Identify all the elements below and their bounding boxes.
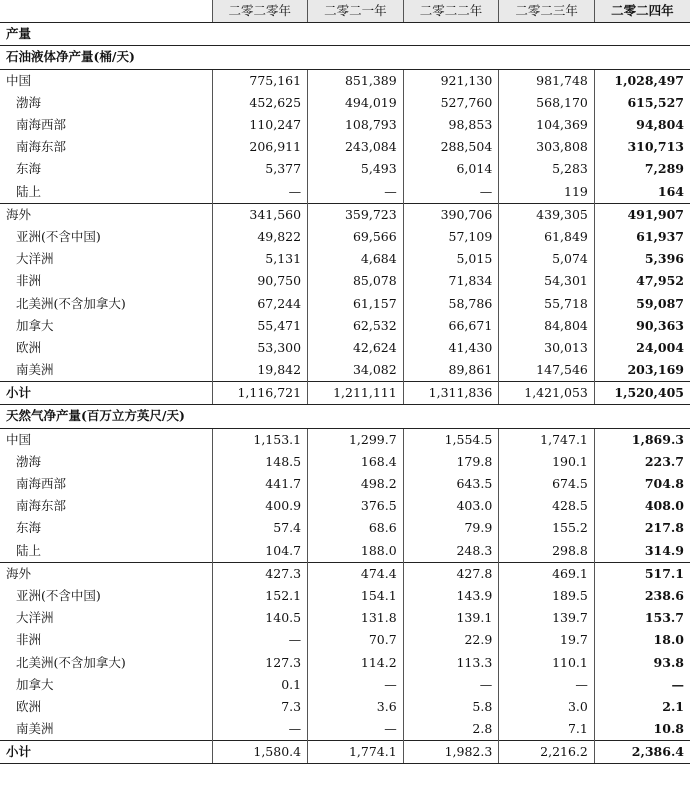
table-row: [0, 495, 690, 517]
cell-value: 61,849: [499, 226, 595, 248]
cell-value: 19,842: [212, 359, 308, 382]
cell-value: 3.0: [499, 696, 595, 718]
cell-value: 5,283: [499, 158, 595, 180]
cell-value: 517.1: [594, 562, 690, 585]
cell-value: 298.8: [499, 540, 595, 563]
cell-value: 69,566: [308, 226, 404, 248]
cell-value: 674.5: [499, 473, 595, 495]
cell-value: 2.8: [403, 718, 499, 741]
cell-value: —: [403, 181, 499, 204]
subtotal-value: 1,580.4: [212, 741, 308, 764]
cell-value: 310,713: [594, 136, 690, 158]
row-label: 中国: [6, 72, 32, 88]
cell-value: 2.1: [594, 696, 690, 718]
cell-value: 148.5: [212, 451, 308, 473]
production-section-row: [0, 23, 690, 46]
year-header: 二零二三年: [499, 0, 595, 23]
cell-value: 79.9: [403, 517, 499, 539]
cell-value: 981,748: [499, 69, 595, 92]
cell-value: 143.9: [403, 585, 499, 607]
cell-value: 223.7: [594, 451, 690, 473]
table-row: [0, 158, 690, 180]
table-row: [0, 696, 690, 718]
table-row: [0, 315, 690, 337]
row-label: 南美洲: [16, 362, 54, 378]
gas-heading: 天然气净产量(百万立方英尺/天): [0, 405, 690, 428]
gas-subtotal-row: [0, 741, 690, 764]
oil-section-row: [0, 46, 690, 69]
subtotal-value: 1,774.1: [308, 741, 404, 764]
table-row: [0, 248, 690, 270]
cell-value: 439,305: [499, 203, 595, 226]
cell-value: 93.8: [594, 651, 690, 673]
cell-value: 0.1: [212, 674, 308, 696]
cell-value: 400.9: [212, 495, 308, 517]
cell-value: 206,911: [212, 136, 308, 158]
cell-value: 7.3: [212, 696, 308, 718]
table-row: [0, 359, 690, 382]
table-row: [0, 540, 690, 563]
table-row: [0, 517, 690, 539]
table-row: [0, 473, 690, 495]
cell-value: 168.4: [308, 451, 404, 473]
row-label: 加拿大: [16, 317, 54, 333]
cell-value: 179.8: [403, 451, 499, 473]
subtotal-value: 1,116,721: [212, 382, 308, 405]
cell-value: 5,131: [212, 248, 308, 270]
cell-value: 498.2: [308, 473, 404, 495]
table-row: [0, 428, 690, 451]
cell-value: 189.5: [499, 585, 595, 607]
cell-value: 67,244: [212, 292, 308, 314]
cell-value: 84,804: [499, 315, 595, 337]
row-label: 大洋洲: [16, 251, 54, 267]
cell-value: 139.1: [403, 607, 499, 629]
row-label: 渤海: [16, 94, 42, 110]
header-blank-cell: [0, 0, 212, 23]
cell-value: 66,671: [403, 315, 499, 337]
row-label: 南海西部: [16, 117, 67, 133]
cell-value: 1,028,497: [594, 69, 690, 92]
row-label: 南美洲: [16, 721, 54, 737]
table-row: [0, 270, 690, 292]
row-label: 非洲: [16, 632, 42, 648]
cell-value: 5.8: [403, 696, 499, 718]
table-row: [0, 451, 690, 473]
year-header-latest: 二零二四年: [594, 0, 690, 23]
cell-value: 152.1: [212, 585, 308, 607]
table-row: [0, 114, 690, 136]
cell-value: 190.1: [499, 451, 595, 473]
row-label: 中国: [6, 431, 32, 447]
cell-value: 427.8: [403, 562, 499, 585]
cell-value: 188.0: [308, 540, 404, 563]
cell-value: 57,109: [403, 226, 499, 248]
cell-value: 22.9: [403, 629, 499, 651]
cell-value: 110,247: [212, 114, 308, 136]
cell-value: 55,718: [499, 292, 595, 314]
cell-value: 390,706: [403, 203, 499, 226]
cell-value: 85,078: [308, 270, 404, 292]
cell-value: 408.0: [594, 495, 690, 517]
cell-value: —: [308, 181, 404, 204]
subtotal-value: 2,386.4: [594, 741, 690, 764]
cell-value: —: [403, 674, 499, 696]
table-row: [0, 69, 690, 92]
cell-value: 140.5: [212, 607, 308, 629]
cell-value: 314.9: [594, 540, 690, 563]
row-label: 海外: [0, 562, 212, 585]
cell-value: 58,786: [403, 292, 499, 314]
cell-value: 19.7: [499, 629, 595, 651]
cell-value: 6,014: [403, 158, 499, 180]
table-row: [0, 674, 690, 696]
cell-value: 18.0: [594, 629, 690, 651]
cell-value: 62,532: [308, 315, 404, 337]
table-row: [0, 629, 690, 651]
subtotal-value: 1,311,836: [403, 382, 499, 405]
cell-value: 153.7: [594, 607, 690, 629]
row-label: 南海东部: [16, 139, 67, 155]
table-row: [0, 585, 690, 607]
row-label: 海外: [0, 203, 212, 226]
table-body: [0, 23, 690, 764]
cell-value: 704.8: [594, 473, 690, 495]
table-row: [0, 203, 690, 226]
cell-value: 4,684: [308, 248, 404, 270]
cell-value: 474.4: [308, 562, 404, 585]
cell-value: 5,493: [308, 158, 404, 180]
gas-section-row: [0, 405, 690, 428]
cell-value: 288,504: [403, 136, 499, 158]
cell-value: 491,907: [594, 203, 690, 226]
cell-value: 57.4: [212, 517, 308, 539]
cell-value: 119: [499, 181, 595, 204]
cell-value: 113.3: [403, 651, 499, 673]
cell-value: 90,750: [212, 270, 308, 292]
row-label: 大洋洲: [16, 610, 54, 626]
cell-value: —: [212, 181, 308, 204]
cell-value: 94,804: [594, 114, 690, 136]
cell-value: 403.0: [403, 495, 499, 517]
table-row: [0, 292, 690, 314]
cell-value: 1,554.5: [403, 428, 499, 451]
year-header: 二零二零年: [212, 0, 308, 23]
cell-value: 49,822: [212, 226, 308, 248]
cell-value: 154.1: [308, 585, 404, 607]
cell-value: 53,300: [212, 337, 308, 359]
cell-value: 527,760: [403, 92, 499, 114]
cell-value: 376.5: [308, 495, 404, 517]
cell-value: 127.3: [212, 651, 308, 673]
table-row: [0, 718, 690, 741]
cell-value: 59,087: [594, 292, 690, 314]
cell-value: 139.7: [499, 607, 595, 629]
cell-value: 851,389: [308, 69, 404, 92]
row-label: 加拿大: [16, 676, 54, 692]
cell-value: 108,793: [308, 114, 404, 136]
cell-value: 5,396: [594, 248, 690, 270]
cell-value: 61,937: [594, 226, 690, 248]
cell-value: 54,301: [499, 270, 595, 292]
cell-value: 452,625: [212, 92, 308, 114]
year-header-row: [0, 0, 690, 23]
row-label: 东海: [16, 520, 42, 536]
table-row: [0, 562, 690, 585]
cell-value: 5,074: [499, 248, 595, 270]
cell-value: 643.5: [403, 473, 499, 495]
cell-value: 921,130: [403, 69, 499, 92]
row-label: 南海东部: [16, 498, 67, 514]
cell-value: —: [308, 674, 404, 696]
cell-value: 104.7: [212, 540, 308, 563]
cell-value: 110.1: [499, 651, 595, 673]
row-label: 陆上: [16, 542, 42, 558]
cell-value: 89,861: [403, 359, 499, 382]
cell-value: 494,019: [308, 92, 404, 114]
cell-value: 71,834: [403, 270, 499, 292]
cell-value: 5,015: [403, 248, 499, 270]
cell-value: —: [212, 629, 308, 651]
production-heading: 产量: [0, 23, 690, 46]
cell-value: 341,560: [212, 203, 308, 226]
table-row: [0, 651, 690, 673]
cell-value: 155.2: [499, 517, 595, 539]
table-row: [0, 337, 690, 359]
cell-value: 568,170: [499, 92, 595, 114]
subtotal-value: 1,211,111: [308, 382, 404, 405]
row-label: 北美洲(不含加拿大): [16, 654, 126, 670]
cell-value: 1,153.1: [212, 428, 308, 451]
cell-value: 131.8: [308, 607, 404, 629]
row-label: 东海: [16, 161, 42, 177]
cell-value: 303,808: [499, 136, 595, 158]
oil-subtotal-row: [0, 382, 690, 405]
subtotal-label: 小计: [0, 382, 212, 405]
cell-value: 61,157: [308, 292, 404, 314]
cell-value: 98,853: [403, 114, 499, 136]
cell-value: 469.1: [499, 562, 595, 585]
cell-value: 42,624: [308, 337, 404, 359]
row-label: 陆上: [16, 183, 42, 199]
row-label: 渤海: [16, 453, 42, 469]
cell-value: 203,169: [594, 359, 690, 382]
row-label: 北美洲(不含加拿大): [16, 295, 126, 311]
cell-value: 30,013: [499, 337, 595, 359]
oil-heading: 石油液体净产量(桶/天): [0, 46, 690, 69]
cell-value: 34,082: [308, 359, 404, 382]
cell-value: 248.3: [403, 540, 499, 563]
year-header: 二零二一年: [308, 0, 404, 23]
cell-value: 90,363: [594, 315, 690, 337]
cell-value: 164: [594, 181, 690, 204]
cell-value: 68.6: [308, 517, 404, 539]
row-label: 亚洲(不含中国): [16, 228, 101, 244]
cell-value: 1,869.3: [594, 428, 690, 451]
row-label: 欧洲: [16, 698, 42, 714]
cell-value: 114.2: [308, 651, 404, 673]
cell-value: —: [594, 674, 690, 696]
cell-value: 359,723: [308, 203, 404, 226]
year-header: 二零二二年: [403, 0, 499, 23]
cell-value: 7.1: [499, 718, 595, 741]
table-row: [0, 607, 690, 629]
cell-value: 1,747.1: [499, 428, 595, 451]
cell-value: 3.6: [308, 696, 404, 718]
cell-value: 441.7: [212, 473, 308, 495]
subtotal-value: 1,421,053: [499, 382, 595, 405]
subtotal-value: 2,216.2: [499, 741, 595, 764]
table-row: [0, 226, 690, 248]
cell-value: 615,527: [594, 92, 690, 114]
cell-value: 41,430: [403, 337, 499, 359]
cell-value: 238.6: [594, 585, 690, 607]
subtotal-value: 1,520,405: [594, 382, 690, 405]
cell-value: 24,004: [594, 337, 690, 359]
cell-value: 10.8: [594, 718, 690, 741]
subtotal-label: 小计: [0, 741, 212, 764]
subtotal-value: 1,982.3: [403, 741, 499, 764]
cell-value: 147,546: [499, 359, 595, 382]
cell-value: 104,369: [499, 114, 595, 136]
cell-value: 7,289: [594, 158, 690, 180]
table-row: [0, 181, 690, 204]
table-row: [0, 136, 690, 158]
cell-value: 243,084: [308, 136, 404, 158]
row-label: 南海西部: [16, 476, 67, 492]
cell-value: 70.7: [308, 629, 404, 651]
cell-value: 217.8: [594, 517, 690, 539]
cell-value: 5,377: [212, 158, 308, 180]
row-label: 亚洲(不含中国): [16, 587, 101, 603]
row-label: 欧洲: [16, 339, 42, 355]
cell-value: —: [499, 674, 595, 696]
cell-value: 427.3: [212, 562, 308, 585]
cell-value: —: [308, 718, 404, 741]
cell-value: 1,299.7: [308, 428, 404, 451]
cell-value: —: [212, 718, 308, 741]
cell-value: 428.5: [499, 495, 595, 517]
table-row: [0, 92, 690, 114]
cell-value: 775,161: [212, 69, 308, 92]
cell-value: 47,952: [594, 270, 690, 292]
row-label: 非洲: [16, 273, 42, 289]
cell-value: 55,471: [212, 315, 308, 337]
